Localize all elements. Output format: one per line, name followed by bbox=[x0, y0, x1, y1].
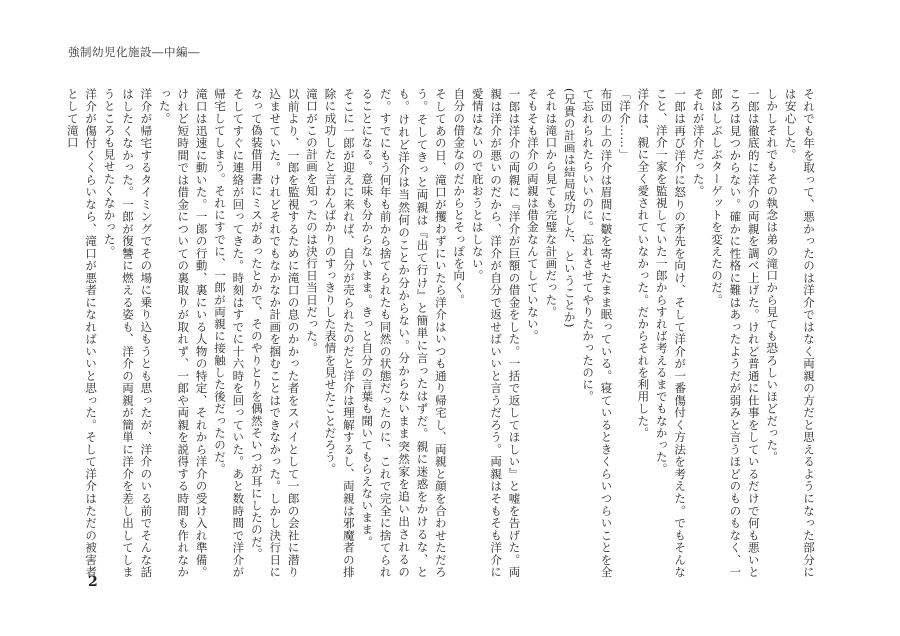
paragraph: 滝口がこの計画を知ったのは決行日当日だった。 bbox=[305, 88, 320, 355]
vertical-body-text bbox=[65, 88, 818, 578]
paragraph: 一郎は洋介の両親に『洋介が巨額の借金をした。一括で返してほしい』と嘘を告げた。両親は洋介が悪いのだから、洋介が自分で返せばいいと言うだろう。両親はそもそも洋介に愛情はないので庇おうとはしない。 bbox=[470, 88, 522, 578]
paragraph: それでも年を取って、悪かったのは洋介ではなく両親の方だと思えるようになった部分には安心した。 bbox=[783, 88, 816, 578]
paragraph: 洋介が帰宅するタイミングでその場に乗り込もうとも思ったが、洋介のいる前でそんな話はしたくなかった。一郎が復讐に燃える姿も、洋介の両親が簡単に洋介を差し出してしまうところも見せたくなかった。 bbox=[102, 88, 154, 578]
paragraph: 「洋介……」 bbox=[617, 88, 632, 161]
paragraph: そこに一郎が迎えに来れば、自分が売られたのだと洋介は理解するし、両親は邪魔者の排除に成功したと言わんばかりのすっきりした表情を見せたことだろう。 bbox=[323, 88, 356, 578]
paragraph: (兄貴の計画は結局成功した、ということか) bbox=[562, 88, 577, 329]
paragraph: 一郎は再び洋介に怒りの矛先を向け、そして洋介が一番傷付く方法を考えた。でもそんなこと、洋介一家を監視していた一郎からすれば考えるまでもなかった。 bbox=[654, 88, 688, 578]
paragraph: そしてすぐに連絡が回ってきた。時刻はすでに十六時を回っていた。あと数時間で洋介が帰宅してしまう。それにすでに、一郎が両親に接触した後だったのだ。 bbox=[213, 88, 246, 578]
running-header: 強制幼児化施設―中編― bbox=[68, 45, 200, 59]
paragraph: 洋介は、親に全く愛されていなかった。だからそれを利用した。 bbox=[636, 88, 651, 439]
paragraph: しかしそれでもその執念は弟の滝口から見ても恐ろしいほどだった。 bbox=[765, 88, 780, 464]
paragraph: 滝口は迅速に動いた。一郎の行動、裏にいる人物の特定、それから洋介の受け入れ準備。けれど短時間では借金についての裏取りが取れず、一郎や両親を説得する時間も作れなかった。 bbox=[157, 88, 209, 578]
paragraph: それが洋介だった。 bbox=[691, 88, 706, 197]
paragraph: 自分の借金なのだからとそっぽを向く。 bbox=[452, 88, 467, 306]
paragraph: そもそも洋介の両親は借金なんてしていない。 bbox=[525, 88, 540, 343]
paragraph: それは滝口から見ても完璧な計画だった。 bbox=[544, 88, 559, 318]
paragraph: 布団の上の洋介は眉間に皺を寄せたまま眠っている。寝ているときくらいつらいことを全て忘れられたらいいのに。忘れさせてやりたかったのに。 bbox=[581, 88, 614, 578]
page-number: 2 bbox=[88, 574, 98, 590]
paragraph: 洋介が傷付くくらいなら、滝口が悪者になればいいと思った。そして洋介はただの被害者として滝口 bbox=[65, 88, 99, 578]
paragraph: そしてあの日、滝口が攫わずにいたら洋介はいつも通り帰宅し、両親と顔を合わせただろう。そしてきっと両親は『出て行け』と簡単に言ったはずだ。親に迷惑をかけるな、とも。けれど洋介は当然何のことか分からない。分からないまま突然家を追い出されるのだ。すでにもう何年も前から捨てられたも同然の状態だったのに、これで完全に捨てられることになる。意味も分からないまま。きっと自分の言葉も聞いてもらえないまま。 bbox=[360, 88, 448, 578]
paragraph: 一郎は徹底的に洋介の両親を調べ上げた。けれど普通に仕事をしているだけで何も悪いところは見つからない。確かに性格に難はあったようだが弱みと言うほどのものもなく、一郎はしぶしぶターゲットを変えたのだ。 bbox=[709, 88, 761, 578]
paragraph: 以前より、一郎を監視するために滝口の息のかかった者をスパイとして一郎の会社に潜り込ませていた。けれどそれでもなかなか計画を掴むことはできなかった。しかし決行日になって偽装借用書にミスがあったとかで、そのやりとりを偶然そいつが耳にしたのだ。 bbox=[249, 88, 301, 578]
